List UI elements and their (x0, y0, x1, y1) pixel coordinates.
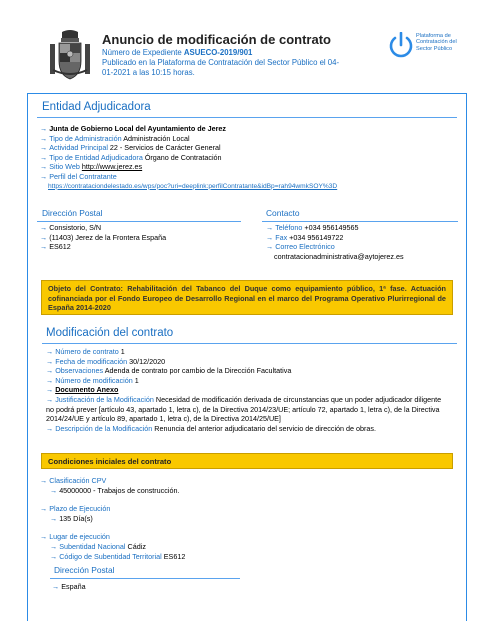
arrow-icon: → (46, 375, 54, 385)
list-item: → Actividad Principal 22 - Servicios de Carácter General (40, 143, 221, 153)
arrow-icon: → (40, 532, 48, 542)
coat-of-arms-icon (48, 30, 92, 82)
divider (50, 578, 240, 579)
list-item: → Justificación de la Modificación Necesidad de modificación derivada de circunstancias que un poder adjudicador diligente no podrá prever [artículo 43, apartado 1, letra c), de la Directiva 2014/23/UE; artículo 72, apartado 1, letra c), de la Directiva 2014/24/UE y artículo 89, apartado 1, letra c), de la Directiva 2014/25/UE] (46, 394, 442, 424)
list-item: → Sitio Web http://www.jerez.es (40, 162, 143, 172)
divider (42, 343, 457, 344)
list-item: → Plazo de Ejecución (40, 504, 111, 514)
divider (37, 117, 457, 118)
list-item: → Subentidad Nacional Cádiz (50, 541, 146, 551)
arrow-icon: → (40, 124, 48, 133)
perfil-contratante-link[interactable]: https://contrataciondelestado.es/wps/poc?uri=deeplink:perfilContratante&idBp=rah94wmkSOY%3D (48, 182, 338, 190)
list-item: → (11403) Jerez de la Frontera España (40, 232, 167, 242)
arrow-icon: → (40, 223, 48, 232)
direccion-heading: Dirección Postal (42, 208, 103, 218)
condiciones-list (40, 476, 450, 561)
arrow-icon: → (266, 232, 274, 242)
list-item: → 45000000 - Trabajos de construcción. (50, 485, 180, 495)
direccion-list (40, 223, 166, 252)
arrow-icon: → (40, 152, 48, 162)
arrow-icon: → (40, 171, 48, 181)
arrow-icon: → (266, 223, 274, 232)
documento-anexo-link[interactable]: Documento Anexo (55, 385, 119, 395)
page-title: Anuncio de modificación de contrato (102, 32, 331, 47)
entidad-list (40, 124, 337, 191)
list-item: → Clasificación CPV (40, 476, 107, 485)
arrow-icon: → (40, 504, 48, 514)
platform-logo-text: Plataforma de Contratación del Sector Público (416, 33, 457, 52)
divider (262, 221, 458, 222)
arrow-icon: → (46, 347, 54, 356)
arrow-icon: → (50, 541, 58, 551)
divider (37, 221, 241, 222)
objeto-contrato-box: Objeto del Contrato: Rehabilitación del Tabanco del Duque como equipamiento público, 1ª fase. Actuación cofinanciada por el Fondo Europeo de Desarrollo Regional en el marco del Programa Operativo Plurirregional de España 2014-2020 (41, 280, 453, 315)
list-item: → 135 Día(s) (50, 513, 93, 523)
list-item: → Perfil del Contratante (40, 171, 117, 181)
list-item: → Fax +034 956149722 (266, 232, 344, 242)
list-item (46, 385, 450, 395)
section-modificacion-heading: Modificación del contrato (46, 327, 174, 339)
list-item (266, 252, 404, 262)
list-item: → ES612 (40, 242, 71, 252)
arrow-icon: → (266, 242, 274, 252)
condiciones-direccion-heading: Dirección Postal (54, 565, 115, 575)
email-value: contratacionadministrativa@aytojerez.es (274, 251, 404, 261)
arrow-icon: → (50, 485, 58, 495)
arrow-icon: → (40, 162, 48, 172)
arrow-icon: → (40, 476, 48, 485)
list-item: → Consistorio, S/N (40, 223, 102, 232)
list-item: → Código de Subentidad Territorial ES612 (50, 551, 186, 561)
page-header (36, 30, 476, 82)
arrow-icon: → (46, 423, 54, 433)
arrow-icon: → (40, 143, 48, 153)
contacto-heading: Contacto (266, 208, 300, 218)
list-item: → Descripción de la Modificación Renuncia del anterior adjudicatario del servicio de dirección de obras. (46, 423, 377, 433)
power-logo-icon (388, 32, 414, 66)
arrow-icon: → (50, 551, 58, 561)
arrow-icon: → (46, 356, 54, 366)
list-item: → Número de modificación 1 (46, 375, 139, 385)
publication-info: Publicado en la Plataforma de Contratación del Sector Público el 04-01-2021 a las 10:15 horas. (102, 58, 340, 77)
list-item (40, 182, 337, 192)
condiciones-direccion-list (52, 582, 86, 592)
section-entidad-heading: Entidad Adjudicadora (42, 101, 151, 113)
list-item: → Junta de Gobierno Local del Ayuntamiento de Jerez (40, 124, 226, 133)
arrow-icon: → (46, 385, 54, 395)
arrow-icon: → (50, 513, 58, 523)
contacto-list (266, 223, 404, 261)
website-link[interactable]: http://www.jerez.es (81, 162, 143, 172)
arrow-icon: → (52, 582, 60, 591)
modificacion-list (46, 347, 450, 433)
list-item: → Lugar de ejecución (40, 532, 110, 542)
list-item: → Teléfono +034 956149565 (266, 223, 359, 232)
list-item: → Fecha de modificación 30/12/2020 (46, 356, 166, 366)
list-item: → Tipo de Administración Administración Local (40, 133, 190, 143)
list-item: → Observaciones Adenda de contrato por cambio de la Dirección Facultativa (46, 366, 292, 376)
arrow-icon: → (40, 232, 48, 242)
list-item: → Correo Electrónico (266, 242, 335, 252)
list-item: → Número de contrato 1 (46, 347, 125, 356)
arrow-icon: → (40, 242, 48, 252)
arrow-icon: → (46, 366, 54, 376)
list-item: → España (52, 582, 86, 591)
condiciones-heading-box: Condiciones iniciales del contrato (41, 453, 453, 469)
list-item: → Tipo de Entidad Adjudicadora Órgano de Contratación (40, 152, 222, 162)
arrow-icon: → (46, 394, 54, 404)
expediente-number: Número de Expediente ASUECO-2019/901 (102, 48, 253, 57)
arrow-icon: → (40, 133, 48, 143)
